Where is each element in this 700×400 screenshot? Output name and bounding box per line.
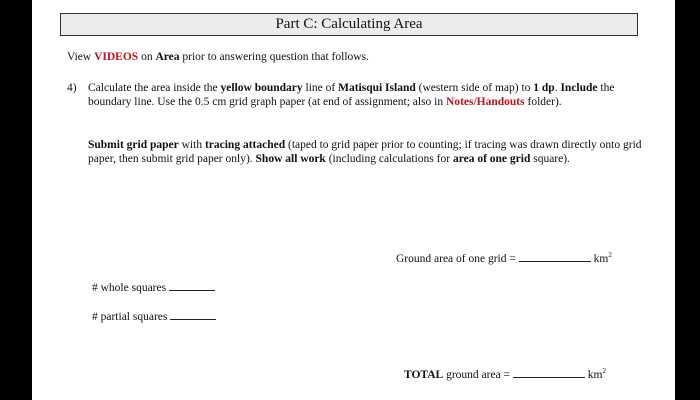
island-name: Matisqui Island <box>338 82 416 94</box>
whole-squares-row <box>92 280 215 295</box>
question-text-5: the boundary line. Use the 0.5 cm grid graph paper (at end of assignment; also in <box>88 82 615 108</box>
ground-area-blank[interactable] <box>519 251 591 262</box>
ground-area-unit: km <box>593 253 609 265</box>
submit-text-1: with <box>178 139 205 151</box>
question-text-4: . <box>554 82 561 94</box>
submit-text-4: square). <box>530 153 570 165</box>
area-highlight: Area <box>155 51 180 63</box>
document-page <box>32 0 675 400</box>
total-label-bold: TOTAL <box>404 369 444 381</box>
area-one-grid-term: area of one grid <box>452 153 531 165</box>
ground-area-row <box>396 251 612 266</box>
question-text-6: folder). <box>524 96 562 108</box>
total-area-unit: km <box>587 369 603 381</box>
show-all-work-term: Show all work <box>255 153 326 165</box>
question-text-2: line of <box>302 82 339 94</box>
videos-highlight: VIDEOS <box>94 51 139 63</box>
submit-grid-paper-term: Submit grid paper <box>88 139 179 151</box>
question-text-1: Calculate the area inside the <box>88 82 221 94</box>
submit-text-3: (including calculations for <box>325 153 453 165</box>
yellow-boundary-term: yellow boundary <box>220 82 303 94</box>
intro-text-3: prior to answering question that follows. <box>179 51 369 63</box>
ground-area-unit-power: 2 <box>608 251 612 260</box>
whole-squares-blank[interactable] <box>169 280 215 291</box>
question-text-3: (western side of map) to <box>415 82 534 94</box>
total-label-rest: ground area = <box>443 369 511 381</box>
total-area-blank[interactable] <box>513 367 585 378</box>
partial-squares-label: # partial squares <box>92 311 168 323</box>
section-title: Part C: Calculating Area <box>60 13 638 36</box>
whole-squares-label: # whole squares <box>92 282 167 294</box>
partial-squares-blank[interactable] <box>170 309 216 320</box>
notes-handouts-highlight: Notes/Handouts <box>446 96 525 108</box>
question-number: 4) <box>67 82 77 94</box>
submit-instructions <box>88 138 644 166</box>
total-area-unit-power: 2 <box>602 367 606 376</box>
submit-text-2: (taped to grid paper prior to counting; if tracing was drawn directly onto grid paper, then submit grid paper only). <box>88 139 642 165</box>
decimal-places: 1 dp <box>533 82 555 94</box>
partial-squares-row <box>92 309 216 324</box>
ground-area-label: Ground area of one grid = <box>396 253 516 265</box>
intro-line <box>67 50 369 64</box>
intro-text-2: on <box>138 51 156 63</box>
total-area-row <box>404 367 606 382</box>
tracing-attached-term: tracing attached <box>204 139 286 151</box>
intro-text-1: View <box>67 51 95 63</box>
question-text <box>88 81 644 109</box>
include-term: Include <box>560 82 598 94</box>
